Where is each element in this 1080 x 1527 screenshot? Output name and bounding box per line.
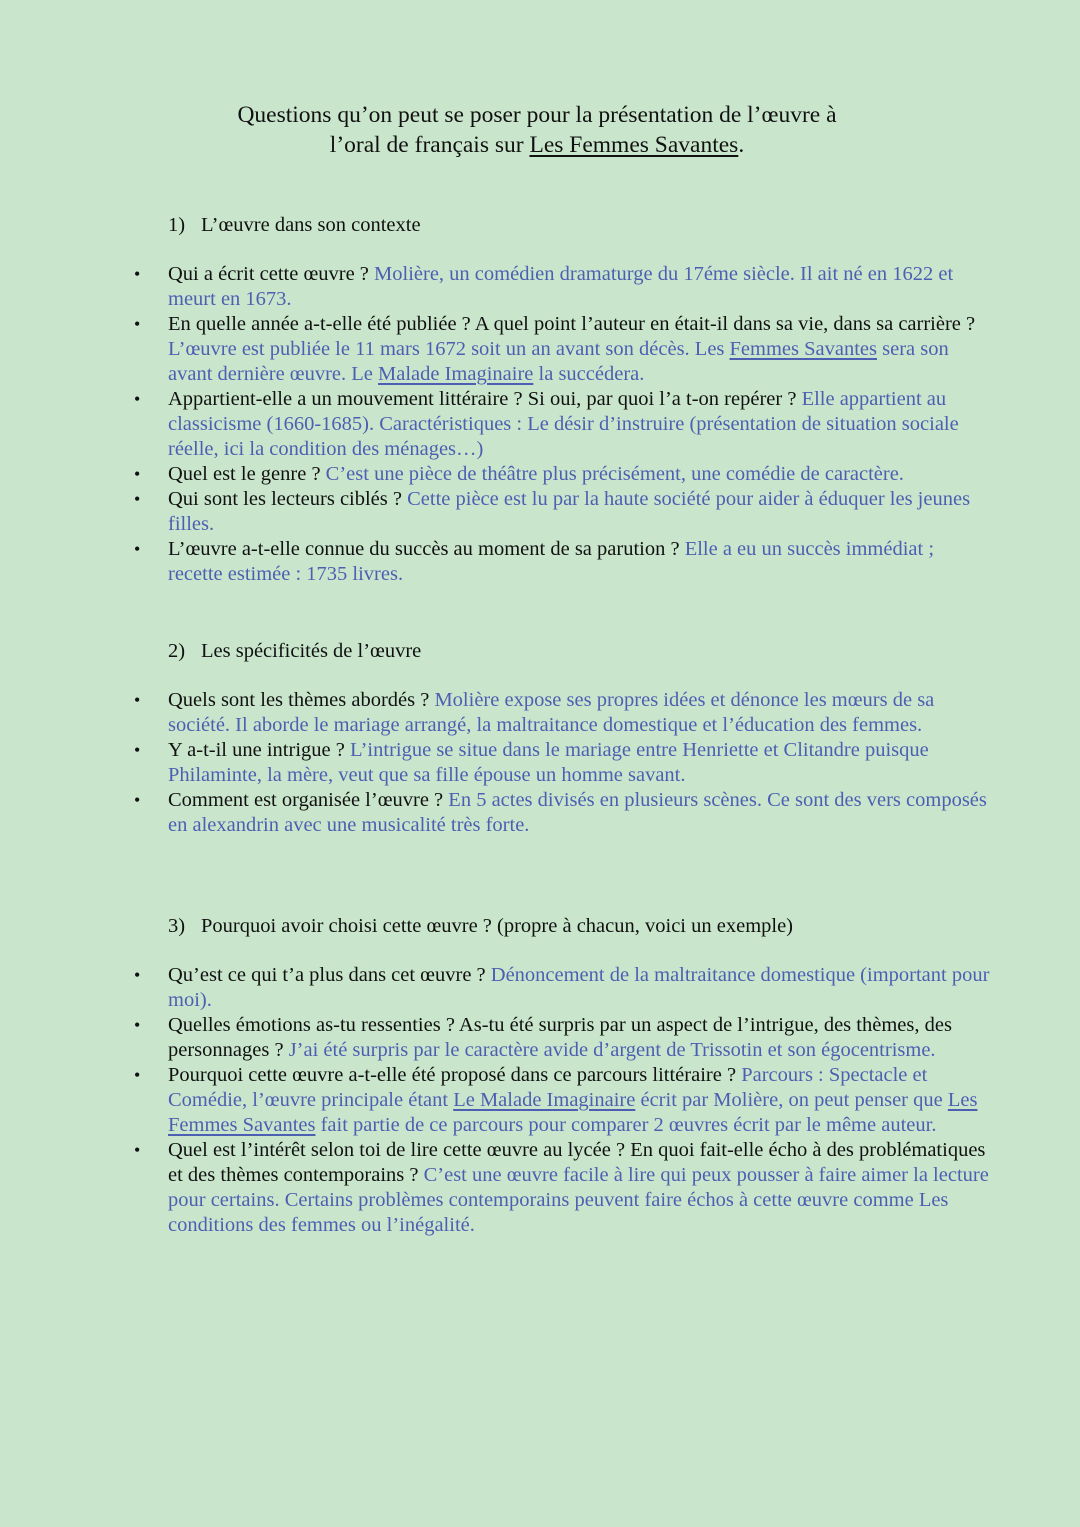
- bullet-icon: •: [134, 314, 141, 334]
- section-1-list: [130, 262, 990, 587]
- section-2-list: [130, 688, 990, 838]
- bullet-icon: •: [134, 489, 141, 509]
- answer: Elle appartient au classicisme (1660-1685). Caractéristiques : Le désir d’instruire (présentation de situation sociale réelle, ici la condition des ménages…): [168, 388, 959, 460]
- bullet-icon: •: [134, 790, 141, 810]
- list-item: [130, 462, 990, 487]
- question: Comment est organisée l’œuvre ?: [168, 789, 449, 811]
- bullet-icon: •: [134, 264, 141, 284]
- list-item: [130, 1013, 990, 1063]
- title-line-2-end: .: [738, 132, 745, 158]
- section-heading-2: [168, 638, 421, 664]
- question: Pourquoi cette œuvre a-t-elle été proposé dans ce parcours littéraire ?: [168, 1064, 742, 1086]
- list-item: [130, 312, 990, 387]
- work-title: Malade Imaginaire: [378, 363, 534, 385]
- question: En quelle année a-t-elle été publiée ? A quel point l’auteur en était-il dans sa vie, dans sa carrière ?: [168, 313, 976, 335]
- list-item: [130, 788, 990, 838]
- bullet-icon: •: [134, 690, 141, 710]
- answer: Molière expose ses propres idées et dénonce les mœurs de sa société. Il aborde le mariage arrangé, la maltraitance domestique et l’éducation des femmes.: [168, 689, 935, 736]
- list-item: [130, 1063, 990, 1138]
- bullet-icon: •: [134, 1140, 141, 1160]
- question: Quelles émotions as-tu ressenties ? As-tu été surpris par un aspect de l’intrigue, des thèmes, des personnages ?: [168, 1014, 952, 1061]
- answer: J’ai été surpris par le caractère avide d’argent de Trissotin et son égocentrisme.: [288, 1039, 936, 1061]
- question: Qu’est ce qui t’a plus dans cet œuvre ?: [168, 964, 491, 986]
- title-line-1: Questions qu’on peut se poser pour la présentation de l’œuvre à: [237, 102, 837, 128]
- section-title: Les spécificités de l’œuvre: [201, 640, 422, 662]
- bullet-icon: •: [134, 1015, 141, 1035]
- list-item: [130, 1138, 990, 1238]
- question: Quels sont les thèmes abordés ?: [168, 689, 435, 711]
- question: Quel est le genre ?: [168, 463, 326, 485]
- question: Qui a écrit cette œuvre ?: [168, 263, 375, 285]
- answer-part: Parcours : Spectacle et Comédie, l’œuvre principale étant: [168, 1064, 928, 1111]
- answer-part: fait partie de ce parcours pour comparer 2 œuvres écrit par le même auteur.: [315, 1114, 937, 1136]
- question: Qui sont les lecteurs ciblés ?: [168, 488, 408, 510]
- section-heading-3: [168, 913, 793, 939]
- list-item: [130, 963, 990, 1013]
- answer: Molière, un comédien dramaturge du 17éme siècle. Il ait né en 1622 et meurt en 1673.: [168, 263, 954, 310]
- bullet-icon: •: [134, 389, 141, 409]
- question: Y a-t-il une intrigue ?: [168, 739, 350, 761]
- section-heading-1: [168, 212, 421, 238]
- work-title: Femmes Savantes: [729, 338, 877, 360]
- section-number: 1): [168, 214, 186, 236]
- answer: Elle a eu un succès immédiat ; recette estimée : 1735 livres.: [168, 538, 935, 585]
- answer: Dénoncement de la maltraitance domestique (important pour moi).: [168, 964, 990, 1011]
- list-item: [130, 738, 990, 788]
- section-number: 2): [168, 640, 186, 662]
- list-item: [130, 487, 990, 537]
- section-title: L’œuvre dans son contexte: [201, 214, 421, 236]
- list-item: [130, 537, 990, 587]
- section-3-list: [130, 963, 990, 1238]
- answer-part: écrit par Molière, on peut penser que: [635, 1089, 948, 1111]
- answer: C’est une œuvre facile à lire qui peux pousser à faire aimer la lecture pour certains. Certains problèmes contemporains peuvent faire échos à cette œuvre comme Les conditions des femmes ou l’inégalité.: [168, 1164, 989, 1236]
- list-item: [130, 387, 990, 462]
- work-title: Le Malade Imaginaire: [453, 1089, 636, 1111]
- document-title: [0, 100, 1074, 160]
- section-title: Pourquoi avoir choisi cette œuvre ? (propre à chacun, voici un exemple): [201, 915, 794, 937]
- answer: Cette pièce est lu par la haute société pour aider à éduquer les jeunes filles.: [168, 488, 971, 535]
- bullet-icon: •: [134, 740, 141, 760]
- title-work-name: Les Femmes Savantes: [529, 132, 739, 158]
- question: Quel est l’intérêt selon toi de lire cette œuvre au lycée ? En quoi fait-elle écho à des problématiques et des thèmes contemporains ?: [168, 1139, 986, 1186]
- answer: [168, 338, 949, 385]
- question: Appartient-elle a un mouvement littéraire ? Si oui, par quoi l’a t-on repérer ?: [168, 388, 802, 410]
- bullet-icon: •: [134, 464, 141, 484]
- answer: En 5 actes divisés en plusieurs scènes. Ce sont des vers composés en alexandrin avec une musicalité très forte.: [168, 789, 987, 836]
- bullet-icon: •: [134, 1065, 141, 1085]
- work-title: Les Femmes Savantes: [168, 1089, 978, 1136]
- answer-part: L’œuvre est publiée le 11 mars 1672 soit un an avant son décès. Les: [168, 338, 730, 360]
- list-item: [130, 688, 990, 738]
- bullet-icon: •: [134, 965, 141, 985]
- question: L’œuvre a-t-elle connue du succès au moment de sa parution ?: [168, 538, 685, 560]
- answer-part: sera son avant dernière œuvre. Le: [168, 338, 949, 385]
- answer: C’est une pièce de théâtre plus précisément, une comédie de caractère.: [325, 463, 904, 485]
- answer-part: la succédera.: [533, 363, 645, 385]
- list-item: [130, 262, 990, 312]
- title-line-2-text: l’oral de français sur: [329, 132, 530, 158]
- title-line-2: [0, 130, 1074, 160]
- answer: L’intrigue se situe dans le mariage entre Henriette et Clitandre puisque Philaminte, la mère, veut que sa fille épouse un homme savant.: [168, 739, 929, 786]
- section-number: 3): [168, 915, 186, 937]
- bullet-icon: •: [134, 539, 141, 559]
